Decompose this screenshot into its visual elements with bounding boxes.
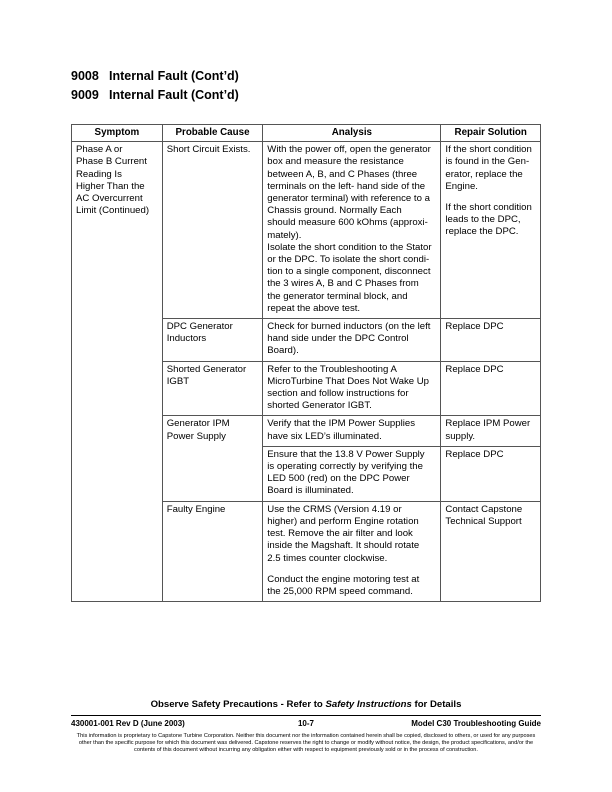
symptom-cell: Phase A or Phase B Current Reading Is Higher Than the AC Overcurrent Limit (Continued) [72, 142, 163, 602]
solution-paragraph: If the short condition leads to the DPC, replace the DPC. [445, 202, 532, 238]
cause-cell: Short Circuit Exists. [162, 142, 263, 319]
heading-title: Internal Fault (Cont’d) [109, 69, 239, 83]
table-header-row [72, 125, 541, 142]
analysis-paragraph: Use the CRMS (Version 4.19 or higher) and perform Engine rotation test. Remove the air filter and look inside the Magshaft. It should rotate 2.5 times counter clockwise. [267, 503, 420, 564]
analysis-cell: Ensure that the 13.8 V Power Supply is operating correctly by verifying the LED 500 (red) on the DPC Power Board is illuminated. [263, 446, 441, 501]
analysis-paragraph: Conduct the engine motoring test at the 25,000 RPM speed command. [267, 573, 420, 597]
solution-cell: Replace DPC [441, 361, 541, 416]
page-number: 10-7 [297, 719, 314, 728]
analysis-paragraph: Isolate the short condition to the Stator or the DPC. To isolate the short condi- tion to a single component, disconnect the 3 wires A, B and C Phases from the generator terminal block, and repeat the above test. [267, 241, 432, 314]
solution-paragraph: If the short condition is found in the Gen- erator, replace the Engine. [445, 144, 532, 192]
solution-cell: Contact Capstone Technical Support [441, 501, 541, 601]
analysis-cell [263, 142, 441, 319]
solution-cell [441, 142, 541, 319]
precautions-prefix: Observe Safety Precautions - Refer to [150, 699, 326, 710]
header-probable-cause: Probable Cause [162, 125, 263, 142]
section-heading-9009 [71, 88, 239, 102]
proprietary-notice: This information is proprietary to Capstone Turbine Corporation. Neither this document nor the information contained herein shall be copied, disclosed to others, or used for any purposes other than the specific purpose for which this document was delivered. Capstone reserves the right to change or modify without notice, the design, the product specifications, and/or the contents of this document without incurring any obligation either with respect to equipment previously sold or in the process of construction. [76, 733, 536, 754]
header-symptom: Symptom [72, 125, 163, 142]
precautions-suffix: for Details [411, 699, 462, 710]
analysis-cell: Check for burned inductors (on the left hand side under the DPC Control Board). [263, 319, 441, 362]
solution-cell: Replace DPC [441, 446, 541, 501]
heading-code: 9008 [71, 69, 99, 83]
cause-cell: Faulty Engine [162, 501, 263, 601]
footer-divider [71, 715, 541, 716]
analysis-cell: Verify that the IPM Power Supplies have six LED’s illuminated. [263, 416, 441, 446]
header-repair-solution: Repair Solution [441, 125, 541, 142]
analysis-cell [263, 501, 441, 601]
table-row [72, 142, 541, 319]
solution-cell: Replace IPM Power supply. [441, 416, 541, 446]
cause-cell: DPC Generator Inductors [162, 319, 263, 362]
document-number: 430001-001 Rev D (June 2003) [71, 719, 185, 728]
safety-instructions-link-text: Safety Instructions [325, 699, 412, 710]
heading-code: 9009 [71, 88, 99, 102]
safety-precautions-note [0, 699, 612, 710]
cause-cell: Generator IPM Power Supply [162, 416, 263, 501]
analysis-cell: Refer to the Troubleshooting A MicroTurbine That Does Not Wake Up section and follow instructions for shorted Generator IGBT. [263, 361, 441, 416]
solution-cell: Replace DPC [441, 319, 541, 362]
cause-cell: Shorted Generator IGBT [162, 361, 263, 416]
section-heading-9008 [71, 69, 239, 83]
header-analysis: Analysis [263, 125, 441, 142]
document-title: Model C30 Troubleshooting Guide [411, 719, 541, 728]
troubleshooting-table [71, 124, 541, 602]
analysis-paragraph: With the power off, open the generator box and measure the resistance between A, B, and C Phases (three terminals on the left- hand side of the generator terminal) with reference to a Chassis ground. Normally Each should measure 600 kOhms (approxi- mately). [267, 144, 431, 241]
heading-title: Internal Fault (Cont’d) [109, 88, 239, 102]
